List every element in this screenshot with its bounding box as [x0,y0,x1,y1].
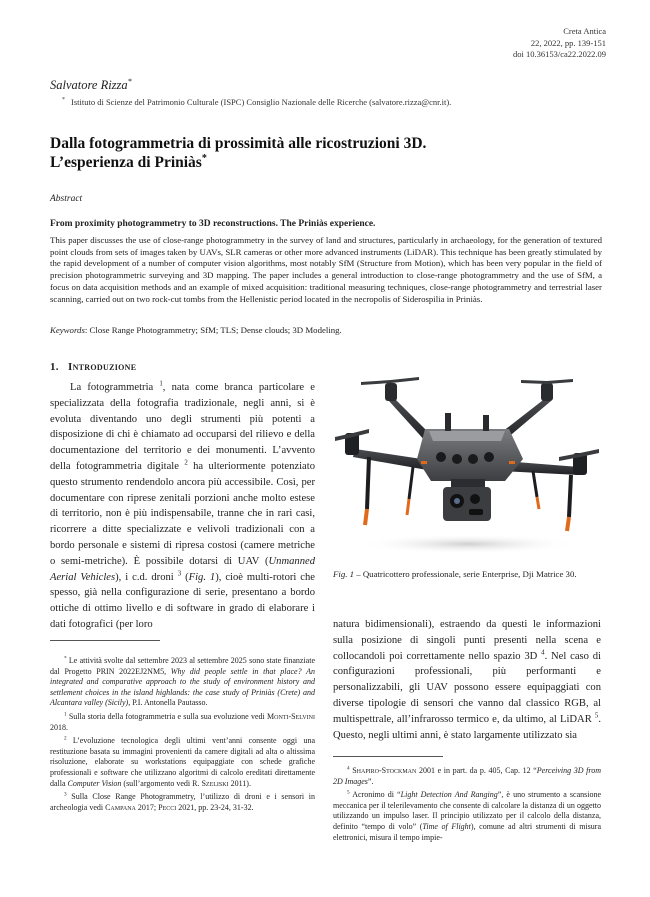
text-run-italic: Light Detection And Ranging [400,790,498,800]
text-run: La fotogrammetria [70,382,160,393]
footnote-4 [333,766,601,787]
figure-ref[interactable]: Fig. 1 [188,571,216,583]
footnote-5 [333,790,601,843]
citation-author: Pecci [158,802,177,812]
article-title [50,134,610,172]
title-line-1: Dalla fotogrammetria di prossimità alle ricostruzioni 3D. [50,135,427,152]
text-run: 2011). [228,778,251,788]
keywords [50,325,602,335]
title-line-2-text: L’esperienza di Priniàs [50,154,202,171]
text-run: Acronimo di “ [349,790,401,800]
text-run: ), comune ad altri strumenti di misura elettronici, misura il tempo impie- [333,821,602,842]
journal-doi: doi 10.36153/ca22.2022.09 [512,49,606,59]
footnotes-left [50,656,315,816]
text-run: (sull’argomento vedi R. [121,778,202,788]
footnote-3 [50,792,315,813]
text-run: ), i c.d. droni [115,571,178,583]
journal-volume: 22, 2022, pp. 139-151 [530,37,606,48]
figure-caption-text: – Quatricottero professionale, serie Enterprise, Dji Matrice 30. [354,569,577,579]
footnote-mark: 1 [64,711,67,718]
paragraph [50,380,315,633]
text-run: Sulla storia della fotogrammetria e sulla sua evoluzione vedi [66,711,267,721]
text-run: 2021, pp. 23-24, 31-32. [176,802,254,812]
text-run: . Questo, negli ultimi anni, è stato largamente utilizzato sia [333,713,601,741]
footnote-mark: * [64,655,67,662]
author-name-text: Salvatore Rizza [50,78,128,92]
text-run: ha ulteriormente potenziato questo strumento rendendolo ancora più accessibile. Così, per documentare con riprese zenitali porzioni anche molto estese di territorio, non è più indispensabile, tranne che in rari casi, ricorrere a ditte specializzate e velivoli tradizionali con a bordo personale e sistemi di ripresa costosi (camere metriche o semi-metriche). È possibile dotarsi di UAV ( [50,460,315,567]
footnote-2 [50,736,315,789]
section-heading [50,361,136,373]
text-run-italic: Why did people settle in that place? An integrated and comparative approach to the study of environment history and settlement choices in the island highlands: the case study of Priniàs (Crete) and Alcantara valley (Sicily) [50,666,316,708]
text-run: natura bidimensionali), estraendo da questi le informazioni sulla posizione di singoli punti presenti nella scena e collocandoli poi correttamente nello spazio 3D [333,619,601,662]
footnote-mark: 3 [64,791,67,798]
citation-author: Szeliski [201,778,229,788]
footnote-ref[interactable]: 3 [177,570,182,578]
footnote-mark: 5 [347,789,350,796]
drone-illustration [333,349,601,560]
abstract-label: Abstract [50,194,83,204]
paragraph [333,617,601,743]
text-run: Sulla Close Range Photogrammetry, l’utilizzo di droni e i sensori in archeologia vedi [50,792,315,812]
footnote-ref[interactable]: 5 [594,712,599,720]
affiliation-text: Istituto di Scienze del Patrimonio Culturale (ISPC) Consiglio Nazionale delle Ricerche (salvatore.rizza@cnr.it). [71,97,452,107]
abstract-body: This paper discusses the use of close-range photogrammetry in the survey of land and structures, particularly in archaeology, for the generation of textured point clouds from sets of images taken by UAVs, SLR cameras or other more advanced instruments (LiDAR). This technique has been greatly stimulated by the rapid development of a number of computer vision algorithms, most notably SfM (Structure from Motion), which has been very popular in the field of precision photogrammetric surveying and 3D mapping. The paper includes a general introduction to close-range photogrammetry and the use of SfM, a focus on data acquisition methods and an example of mixed acquisition: traditional measuring techniques, close-range photogrammetry and terrestrial laser scanning, carried out on two rock-cut tombs from the Hellenistic period located in the necropolis of Siderospilia in Priniàs. [50,235,602,304]
footnote-ref[interactable]: 1 [159,380,163,388]
title-line-2 [50,153,610,172]
text-run: 2018. [50,722,68,732]
text-run: L’evoluzione tecnologica degli ultimi vent’anni consente oggi una restituzione basata su immagini provenienti da camere digitali ad alta o altissima risoluzione, elaborate su workstations equipaggiate con schede grafiche professionali e software che utilizzano algoritmi di calcolo ereditati direttamente dalla [50,736,315,788]
text-run: 2017; [135,802,159,812]
journal-header [513,26,606,61]
text-run-italic: Computer Vision [67,778,122,788]
citation-author: Campana [105,802,136,812]
footnote-ref[interactable]: 4 [541,649,545,657]
footnote-mark: 4 [347,765,350,772]
text-run-italic: Unmanned Aerial Vehicles [50,555,315,583]
figure-1-drone-image [333,349,601,560]
keywords-label: Keywords [50,325,85,335]
footnote-mark: 2 [64,735,67,742]
citation-author: Monti-Selvini [267,711,315,721]
text-run-italic: Time of Flight [422,821,471,831]
footnote-ref[interactable]: 2 [184,459,188,467]
author-mark: * [127,76,132,86]
figure-caption-label: Fig. 1 [333,569,355,579]
text-run: . Nel caso di configurazioni professionali, più performanti e personalizzabili, gli UAV possono essere equipaggiati con diverse tipologie di sensori che vanno dal classico RGB, al multispettrale, all’infrarosso termico e, da ultimo, al LiDAR [333,650,601,725]
footnote-divider-left [50,640,160,641]
text-run: ”. [367,776,374,786]
footnote-divider-right [333,756,443,757]
footnote-star [50,656,315,709]
citation-author: Shapiro-Stockman [352,766,417,775]
text-run: ( [181,571,189,583]
text-run: ”, è uno strumento a scansione meccanica per il telerilevamento che consente di calcolare la distanza di un oggetto utilizzando un impulso laser. Il principio utilizzato per il calcolo della distanza, definito “tempo di volo” ( [333,790,601,831]
figure-caption [333,569,601,581]
footnotes-right [333,766,601,846]
text-run: Le attività svolte dal settembre 2023 al settembre 2025 sono state finanziate dal Progetto PRIN 2022EJ2NM5, [50,656,315,676]
text-run: , nata come branca particolare e specializzata della fotografia tradizionale, negli anni, si è evoluta diventando uno degli strumenti più potenti a disposizione di chi è chiamato ad occuparsi del rilievo e della documentazione del territorio e dei monumenti. L’avvento della fotogrammetria digitale [50,382,315,472]
text-run: ), cioè multi-rotori che spesso, già nella configurazione di serie, presentano a bordo ottiche di ottimo livello e di software in grado di elaborare i dati fotografici (per loro [50,571,315,630]
section-number: 1. [50,361,59,373]
text-run-italic: Perceiving 3D from 2D Images [333,766,601,786]
text-run: 2001 e in part. da p. 405, Cap. 12 “ [416,766,537,775]
text-run: , P.I. Antonella Pautasso. [128,698,208,708]
author-affiliation [62,97,451,107]
section-title: Introduzione [68,361,137,373]
title-mark: * [201,152,207,164]
abstract-title: From proximity photogrammetry to 3D reconstructions. The Priniàs experience. [50,219,376,229]
body-column-left [50,380,315,633]
body-column-right [333,617,601,743]
footnote-1 [50,712,315,733]
author-name [50,78,132,93]
journal-name: Creta Antica [563,26,606,36]
keywords-text: : Close Range Photogrammetry; SfM; TLS; Dense clouds; 3D Modeling. [84,325,342,335]
affiliation-mark: * [62,97,65,104]
